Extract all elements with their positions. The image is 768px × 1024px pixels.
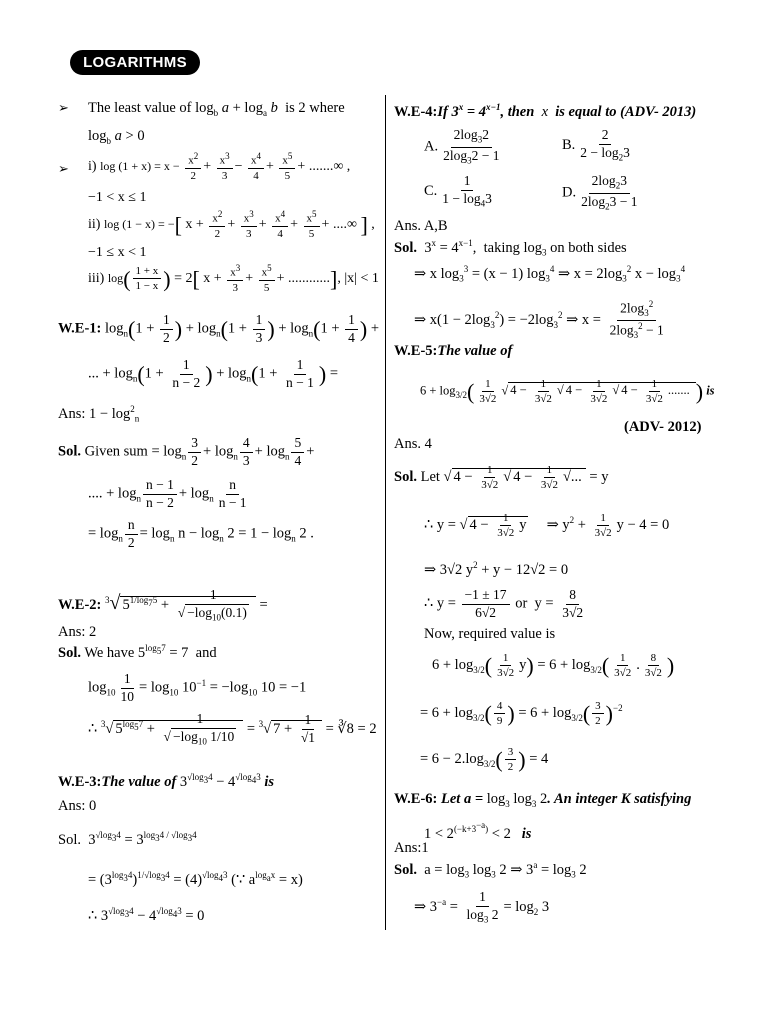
- sol1-line2: .... + $\log_n$ $\frac{n - 1}{n - 2}$ + $\log_n$ $\frac{n}{n - 1}$: [88, 477, 247, 510]
- ans5-text: Ans. 4: [394, 436, 432, 452]
- we6-condition: $1 < 2^{(-k+3-a)} < 2$ is: [424, 820, 532, 842]
- we6-label: W.E-6:: [394, 791, 438, 807]
- option-a: A. $\frac{2\log_32}{2\log_32 - 1}$: [424, 127, 500, 166]
- sol1-label: Sol.: [58, 443, 81, 460]
- ans6: [394, 840, 429, 857]
- ans1: [58, 404, 139, 424]
- we5-is: is: [706, 383, 715, 398]
- sol5-line7: = $6 - 2.\log_{3/2}$( $\frac{3}{2}$ ) = 4: [420, 746, 549, 774]
- option-c-label: C.: [424, 183, 438, 200]
- bullet-1-line2: $\log_b a > 0$: [88, 128, 145, 146]
- option-b: B. $\frac{2}{2 - \log_23}$: [562, 127, 630, 163]
- ans6-text: Ans:1: [394, 840, 429, 856]
- sol2: Sol. We have $5^{log57} = 7$ and: [58, 643, 217, 661]
- series-iii-range: , |x| < 1: [337, 271, 379, 287]
- sol3-label: Sol.: [58, 831, 81, 848]
- sol1: Sol. Given sum = $\log_n$ $\frac{3}{2}$ + $\log_n$ $\frac{4}{3}$ + $\log_n$ $\frac{5}{4}$ +: [58, 435, 315, 468]
- sol5-line2: ∴ y = √ 4 − $\frac{1}{3√2}$ y ⇒ $y^2$ + $\frac{1}{3√2}$ y − 4 = 0: [424, 512, 670, 540]
- we3: W.E-3:The value of $3^{√log34} - 4^{√log43}$ is: [58, 772, 275, 790]
- sol5-line4: ∴ y = $\frac{-1 \pm 17}{6√2}$ or y = $\frac{8}{3√2}$: [424, 587, 584, 620]
- we6: W.E-6: Let $a = \log_3 \log_3 2$. An integer K satisfying: [394, 791, 692, 809]
- we3-label: W.E-3:: [58, 773, 102, 790]
- sol5-line5: $6 + \log_{3/2}$( $\frac{1}{3√2}$ $y) = 6 + \log_{3/2}$( $\frac{1}{3√2}$ . $\frac{8}{3√2}$ ): [432, 652, 675, 680]
- we2-label: W.E-2:: [58, 597, 102, 614]
- option-d-label: D.: [562, 184, 577, 201]
- chapter-badge: [70, 50, 200, 75]
- ans4-text: Ans. A,B: [394, 218, 448, 234]
- ans1-sup: 2: [130, 404, 135, 414]
- sol4: Sol. $3^x = 4^{x-1}$, taking $\log_3$ on both sides: [394, 238, 627, 258]
- option-c: C. $\frac{1}{1 - \log_43}$: [424, 173, 492, 209]
- we5-year-text: (ADV- 2012): [624, 419, 702, 435]
- ans5: [394, 436, 432, 453]
- sol6-label: Sol.: [394, 861, 417, 878]
- option-a-label: A.: [424, 138, 439, 155]
- series-i-range: [88, 190, 146, 206]
- b1-text: The least value of log: [88, 100, 214, 116]
- sol6: Sol. $a = \log_3 \log_3 2$ ⇒ $3^a = \log_3 2$: [394, 860, 587, 880]
- chapter-title: LOGARITHMS: [83, 54, 187, 71]
- sol2-line3-end: = ∛8 = 2: [325, 721, 377, 738]
- sol5: Sol. Let √ 4 − $\frac{1}{3√2}$ √ 4 − $\frac{1}{3√2}$ √... = y: [394, 464, 609, 492]
- we6-text: Let a =: [441, 791, 484, 807]
- series-ii-range-text: −1 ≤ x < 1: [88, 245, 147, 260]
- we1: W.E-1: $\log_n(1$ + $\frac{1}{2}$ ) + $\log_n(1$ + $\frac{1}{3}$ ) + $\log_n(1$ + $\frac{1}{4}$ ) +: [58, 312, 380, 345]
- sol5-now: [424, 626, 555, 643]
- sol3: Sol. $3^{√log34} = 3^{log34 / √log34}$: [58, 830, 197, 848]
- sol4-label: Sol.: [394, 239, 417, 256]
- sol3-line2: = $(3^{log34})^{1/√log34} = (4)^{√log43}$ (∵ $a^{logax} = x$): [88, 870, 303, 888]
- series-i: i) log (1 + x) = x − $\frac{x^2}{2}$ + $\frac{x^3}{3}$ − $\frac{x^4}{4}$ + $\frac{x^5}{5}$ + .......∞ ,: [88, 151, 351, 182]
- we3-is: is: [264, 773, 275, 790]
- sol2-line3: ∴ $^3$√ $5^{log57}$ + $\frac{1}{√ -\log_{10} 1/10}$ = $^3$√ 7 + $\frac{1}{√1}$ = ∛8 = 2: [88, 711, 377, 747]
- series-iii-label: iii): [88, 271, 105, 287]
- we5: [394, 343, 512, 360]
- series-ii-label: ii): [88, 217, 101, 233]
- sol1-line3-a: = log: [88, 525, 119, 542]
- sol1-text: Given sum = log: [84, 443, 182, 460]
- arrow-bullet-icon: ➢: [58, 101, 69, 116]
- sol1-line3: = $\log_n$ $\frac{n}{2}$ = $\log_n n - \log_n 2 = 1 - \log_n 2$ .: [88, 517, 314, 550]
- ans3-text: Ans: 0: [58, 798, 97, 814]
- ans1-sub: n: [134, 413, 140, 424]
- sol5-label: Sol.: [394, 468, 417, 485]
- sol2-line2: $\log_{10}$ $\frac{1}{10}$ = $\log_{10} 10^{-1} = -\log_{10}$ 10 = −1: [88, 671, 307, 704]
- sol6-line2: ⇒ $3^{-a}$ = $\frac{1}{\log_3 2}$ = $\log_2 3$: [414, 889, 550, 925]
- we2: W.E-2: $^3$√ $5^{1/log75}$ + $\frac{1}{√ -\log_{10}(0.1)}$ =: [58, 587, 268, 623]
- sol2-text: We have 5: [84, 644, 146, 661]
- series-ii-range: [88, 245, 146, 261]
- ans2-text: Ans: 2: [58, 624, 97, 640]
- sol2-label: Sol.: [58, 644, 81, 661]
- series-iii: iii) log( $\frac{1 + x}{1 - x}$ ) = 2[ x + $\frac{x^3}{3}$ + $\frac{x^5}{5}$ + ............], |x| < 1: [88, 263, 379, 294]
- we3-text: The value of: [101, 773, 177, 790]
- sol1-line2-text: .... + log: [88, 485, 137, 502]
- sol5-line6: = $6 + \log_{3/2}$( $\frac{4}{9}$ ) = $6 + \log_{3/2}$( $\frac{3}{2}$ )$^{-2}$: [420, 700, 623, 728]
- we1-label: W.E-1:: [58, 320, 102, 337]
- b1-line2: log: [88, 128, 107, 144]
- we5-label: W.E-5:: [394, 343, 438, 359]
- series-i-label: i): [88, 159, 97, 175]
- option-b-label: B.: [562, 137, 576, 154]
- we5-year: [624, 419, 701, 436]
- sol5-let: Let: [420, 468, 440, 485]
- we1-line2: ... + $\log_n(1$ + $\frac{1}{n - 2}$ ) + $\log_n(1$ + $\frac{1}{n - 1}$ ) =: [88, 357, 339, 390]
- sol4-line3: ⇒ $x(1 - 2\log_3^2) = -2\log_3^2$ ⇒ x = $\frac{2\log_3^2}{2\log_3^2 - 1}$: [414, 299, 664, 341]
- series-i-range-text: −1 < x ≤ 1: [88, 190, 147, 205]
- we6-is: is: [521, 825, 532, 842]
- we4-label: W.E-4:: [394, 103, 438, 120]
- we1-line2-text: ... + log: [88, 365, 133, 382]
- arrow-bullet-icon: ➢: [58, 162, 69, 177]
- ans4: [394, 218, 448, 235]
- column-divider: [385, 95, 386, 930]
- ans3: [58, 798, 96, 815]
- option-d: D. $\frac{2\log_23}{2\log_23 - 1}$: [562, 173, 638, 212]
- we4: W.E-4:If $3^x = 4^{x-1}$, then x is equal to (ADV- 2013): [394, 102, 697, 120]
- sol4-line2: ⇒ x $\log_3^3 = (x - 1)$ $\log_3^4$ ⇒ $x = 2\log_3^2$ $x - \log_3^4$: [414, 264, 686, 284]
- series-ii: ii) log (1 − x) = −[ x + $\frac{x^2}{2}$ + $\frac{x^3}{3}$ + $\frac{x^4}{4}$ + $\frac{x^5}{5}$ + ....∞ ] ,: [88, 209, 375, 240]
- series-ii-formula: log (1 − x) = −: [103, 217, 175, 232]
- ans2: [58, 624, 96, 641]
- sol5-or: or: [515, 595, 528, 612]
- series-i-formula: log (1 + x) = x −: [100, 159, 180, 174]
- ans1-text: Ans: 1 − log: [58, 405, 131, 422]
- sol5-now-text: Now, required value is: [424, 626, 556, 642]
- we5-text: The value of: [437, 343, 513, 359]
- sol3-line3: ∴ $3^{√log34} - 4^{√log43} = 0$: [88, 906, 205, 924]
- we5-expression: $6 + \log_{3/2}$( $\frac{1}{3√2}$ √ 4 − $\frac{1}{3√2}$ √ 4 − $\frac{1}{3√2}$ √ 4 − $\frac{1}{3√2}$ ....... ) is: [420, 378, 715, 406]
- bullet-1: The least value of $\log_b a + \log_a b$ is 2 where: [88, 100, 345, 118]
- sol5-line3: ⇒ 3√2 $y^2 + y - 12√2 = 0$: [424, 560, 569, 578]
